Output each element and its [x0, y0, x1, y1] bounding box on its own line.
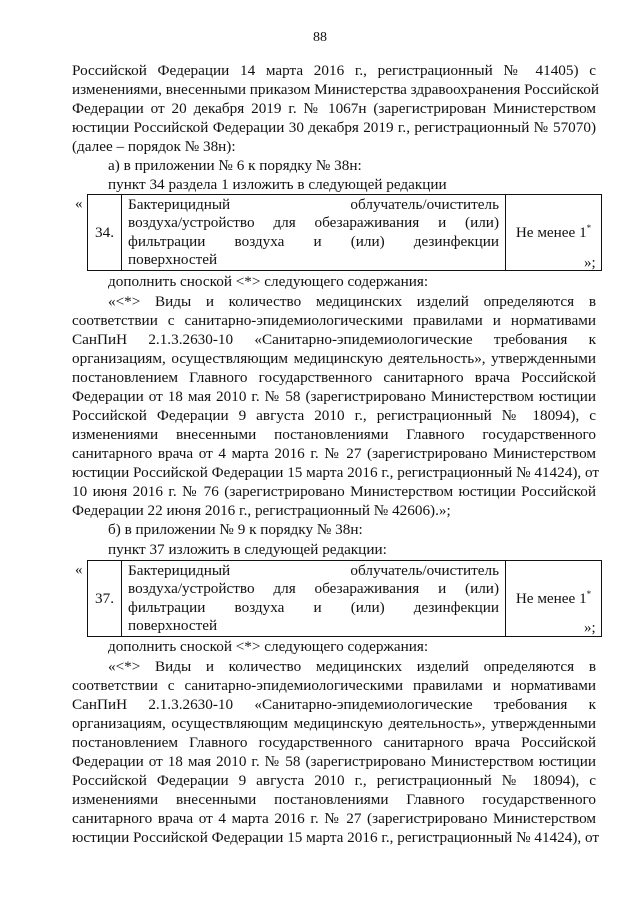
item-b-heading: б) в приложении № 9 к порядку № 38н:: [108, 521, 363, 538]
footnote-line: изменениями внесенными постановлениями Главного государственного: [72, 791, 596, 808]
table-close-quote: »;: [584, 255, 596, 271]
table-row-description: [122, 195, 506, 271]
footnote-line: соответствии с санитарно-эпидемиологическими правилами и нормативами: [72, 312, 596, 329]
footnote-line: СанПиН 2.1.3.2630-10 «Санитарно-эпидемиологические требования к: [72, 331, 596, 348]
description-line: поверхностей: [128, 251, 218, 268]
table-open-quote: «: [75, 562, 83, 578]
table-row-number: 37.: [88, 561, 122, 637]
table-point-34: [87, 194, 602, 271]
paragraph-line: изменениями, внесенными приказом Министерства здравоохранения Российской: [72, 81, 599, 98]
paragraph-line: (далее – порядок № 38н):: [72, 138, 236, 155]
paragraph-line: юстиции Российской Федерации 30 декабря 2019 г., регистрационный № 57070): [72, 119, 596, 136]
footnote-line: постановлением Главного государственного санитарного врача Российской: [72, 369, 596, 386]
footnote-line: юстиции Российской Федерации 15 марта 2016 г., регистрационный № 41424), от: [72, 464, 600, 481]
item-a-instruction: пункт 34 раздела 1 изложить в следующей редакции: [108, 176, 447, 193]
table-row-description: [122, 561, 506, 637]
description-line: поверхностей: [128, 617, 218, 634]
footnote-line: «<*> Виды и количество медицинских изделий определяются в: [108, 658, 596, 675]
footnote-mark: *: [586, 588, 592, 599]
footnote-line: Федерации от 18 мая 2010 г. № 58 (зарегистрировано Министерством юстиции: [72, 388, 596, 405]
footnote-line: Федерации от 18 мая 2010 г. № 58 (зарегистрировано Министерством юстиции: [72, 753, 596, 770]
table-close-quote: »;: [584, 620, 596, 636]
table-row-value: Не менее 1*: [506, 561, 602, 637]
footnote-mark: *: [586, 222, 592, 233]
description-line: Бактерицидный облучатель/очиститель: [128, 195, 499, 213]
footnote-line: Российской Федерации 9 августа 2010 г., регистрационный № 18094), с: [72, 772, 596, 789]
paragraph-line: Федерации от 20 декабря 2019 г. № 1067н (зарегистрирован Министерством: [72, 100, 596, 117]
footnote-line: соответствии с санитарно-эпидемиологическими правилами и нормативами: [72, 677, 596, 694]
paragraph-line: Российской Федерации 14 марта 2016 г., регистрационный № 41405) с: [72, 62, 596, 79]
footnote-line: постановлением Главного государственного санитарного врача Российской: [72, 734, 596, 751]
table-row-number: 34.: [88, 195, 122, 271]
footnote-line: Федерации 22 июня 2016 г., регистрационный № 42606).»;: [72, 502, 451, 519]
page-number: 88: [313, 30, 327, 45]
footnote-intro: дополнить сноской <*> следующего содержания:: [108, 273, 429, 290]
footnote-line: СанПиН 2.1.3.2630-10 «Санитарно-эпидемиологические требования к: [72, 696, 596, 713]
footnote-line: Российской Федерации 9 августа 2010 г., регистрационный № 18094), с: [72, 407, 596, 424]
description-line: воздуха/устройство для обезараживания и (или): [128, 580, 499, 597]
description-line: фильтрации воздуха и (или) дезинфекции: [128, 598, 499, 616]
item-a-heading: а) в приложении № 6 к порядку № 38н:: [108, 157, 362, 174]
footnote-line: 10 июня 2016 г. № 76 (зарегистрировано Министерством юстиции Российской: [72, 483, 596, 500]
footnote-line: изменениями внесенными постановлениями Главного государственного: [72, 426, 596, 443]
table-row-value: Не менее 1*: [506, 195, 602, 271]
footnote-line: санитарного врача от 4 марта 2016 г. № 27 (зарегистрировано Министерством: [72, 810, 596, 827]
description-line: воздуха/устройство для обезараживания и (или): [128, 214, 499, 231]
description-line: фильтрации воздуха и (или) дезинфекции: [128, 232, 499, 250]
table-point-37: [87, 560, 602, 637]
item-b-instruction: пункт 37 изложить в следующей редакции:: [108, 541, 387, 558]
footnote-line: организациям, осуществляющим медицинскую деятельность», утвержденными: [72, 350, 596, 367]
footnote-intro: дополнить сноской <*> следующего содержания:: [108, 638, 429, 655]
table-open-quote: «: [75, 196, 83, 212]
footnote-line: «<*> Виды и количество медицинских изделий определяются в: [108, 293, 596, 310]
description-line: Бактерицидный облучатель/очиститель: [128, 561, 499, 579]
footnote-line: юстиции Российской Федерации 15 марта 2016 г., регистрационный № 41424), от: [72, 829, 600, 846]
footnote-line: организациям, осуществляющим медицинскую деятельность», утвержденными: [72, 715, 596, 732]
footnote-line: санитарного врача от 4 марта 2016 г. № 27 (зарегистрировано Министерством: [72, 445, 596, 462]
